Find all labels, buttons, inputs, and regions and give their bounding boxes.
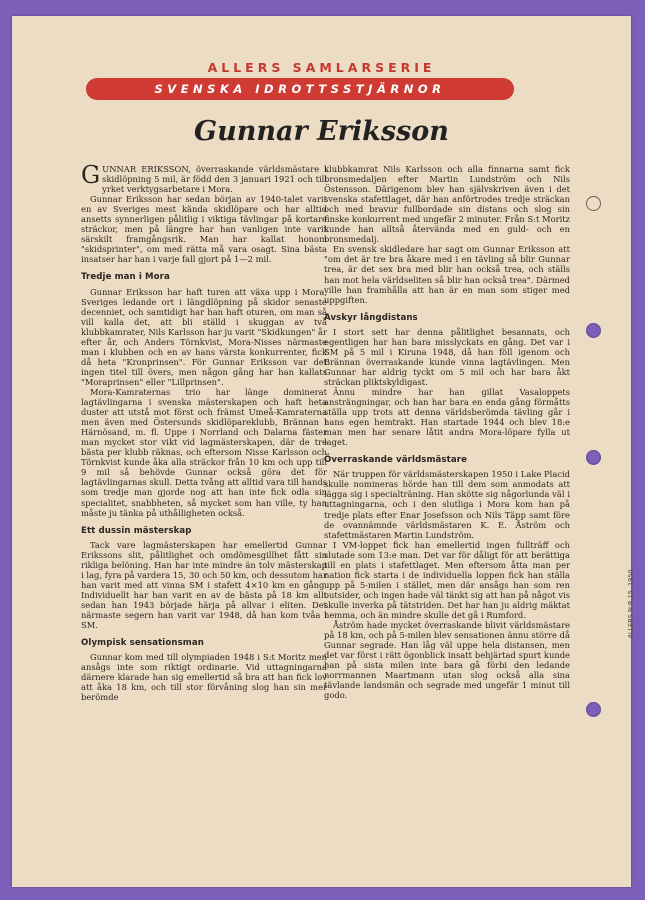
paragraph: I VM-loppet fick han emellertid ingen fullträff och slutade som 13:e man. Det var för dåligt för att berättiga till en plats i stafettlaget. Men eftersom åtta man per nation fick starta i de individuella loppen fick han ställa upp på 5-milen i stället, men där ansågs han som ren outsider, och ingen hade väl tänkt sig att han på något vis skulle inverka på tätstriden. Det har han ju aldrig mäktat hemma, och än mindre skulle det gå i Rumford. — [324, 539, 570, 620]
paragraph: Gunnar Eriksson har haft turen att växa upp i Mora, Sveriges ledande ort i längdlöpning på skidor senaste decenniet, och samtidigt har han haft oturen, om man så vill kalla det, att bli ställd i skuggan av två klubbkamrater, Nils Karlsson har ju varit "Skidkungen" år efter år, och Anders Törnkvist, Mora-Nisses närmaste man i klubben och en av hans värsta konkurrenter, fick då heta "Kronprinsen". För Gunnar Eriksson var det ingen titel till övers, men någon gång har han kallats "Moraprinsen" eller "Lillprinsen". — [81, 286, 327, 387]
paragraph: I stort sett har denna pålitlighet besannats, och egentligen har han bara misslyckats en gång. Det var i SM på 5 mil i Kiruna 1948, då han föll igenom och Brännan överraskande kunde vinna lagtävlingen. Men Gunnar har aldrig tyckt om 5 mil och har bara åkt sträckan pliktskyldigast. — [324, 326, 570, 387]
intro-text: UNNAR ERIKSSON, överraskande världsmästare i skidlöpning 5 mil, är född den 3 januari 1921 och till yrket verktygsarbetare i Mora. — [102, 164, 327, 195]
paragraph: Åström hade mycket överraskande blivit världsmästare på 18 km, och på 5-milen blev sensationen ännu större då Gunnar segrade. Han låg väl uppe hela distansen, men det var först i rätt ögonblick insatt behjärtad spurt kunde han på sista milen inte bara gå förbi den ledande norrmannen Maartmann utan slog också alla sina tävlande landsmän och segrade med ungefär 1 minut till godo. — [324, 620, 570, 701]
binder-hole — [586, 450, 601, 465]
paragraph: Gunnar Eriksson har sedan början av 1940-talet varit en av Sveriges mest kända skidlöpare och har alltid ansetts synnerligen pålitlig i viktiga tävlingar på kortare sträckor, men på längre har han vanligen inte varit särskilt framgångsrik. Man har kallat honom "skidsprinter", om med rätta må vara osagt. Sina bästa insatser har han i varje fall gjort på 1—2 mil. — [81, 194, 327, 265]
paragraph: När truppen för världsmästerskapen 1950 i Lake Placid skulle nomineras hörde han till dem som anmodats att lägga sig i specialträning. Han skötte sig någorlunda väl i uttagningarna, och i den slutliga i Mora kom han på tredje plats efter Enar Josefsson och Nils Täpp samt före de ovannämnde världsmästaren K. E. Åström och stafettmästaren Martin Lundström. — [324, 469, 570, 540]
section-heading: Överraskande världsmästare — [324, 455, 468, 466]
series-name: ALLERS SAMLARSERIE — [207, 60, 436, 75]
paragraph: En svensk skidledare har sagt om Gunnar Eriksson att "om det är tre bra åkare med i en tävling så blir Gunnar trea, är det sex bra med blir han också trea, och ställs han mot hela världseliten så blir han också trea". Därmed ville han framhålla att han är en man som stiger med uppgiften. — [324, 244, 570, 305]
page-sheet — [12, 16, 635, 887]
paragraph: Ännu mindre har han gillat Vasaloppets ansträngningar, och han har bara en enda gång förmåtts ställa upp trots att denna världsberömda tävling går i hans egen hemtrakt. Han startade 1944 och blev 18:e man men har senare låtit andra Mora-löpare fylla ut laget. — [324, 386, 570, 448]
section-heading: Ett dussin mästerskap — [81, 525, 192, 536]
intro-paragraph — [81, 161, 327, 195]
article-column-left — [81, 161, 327, 703]
paragraph: Gunnar kom med till olympiaden 1948 i S:t Moritz men ansågs inte som riktigt ordinarie. Vid uttagningarna därnere klarade han sig emellertid så bra att han fick lov att åka 18 km, och till stor förvåning slog han sin mer berömde — [81, 652, 327, 703]
issue-code: ALLERS N:R 15, 1950 — [626, 569, 635, 639]
section-heading: Olympisk sensationsman — [81, 638, 204, 649]
drop-cap: G — [81, 161, 101, 189]
series-banner: SVENSKA IDROTTSSTJÄRNOR — [86, 78, 514, 100]
binder-hole-ring — [586, 196, 601, 211]
paragraph: Mora-Kamraternas trio har länge dominerat lagtävlingarna i svenska mästerskapen och haft heta duster att utstå mot först och främst Umeå-Kamraterna men även med Östersunds skidlöpareklubb, Brännan i Härnösand, m. fl. Uppe i Norrland och Dalarna fäster man mycket stor vikt vid lagmästerskapen, där de tre bästa per klubb räknas, och eftersom Nisse Karlsson och Törnkvist kunde åka alla sträckor från 10 km och upp till 9 mil så behövde Gunnar också göra det för lagtävlingarnas skull. Detta tvång att alltid vara till hands som tredje man gjorde nog att han inte fick odla sin specialitet, snabbheten, så mycket som han ville, ty han måste ju tänka på uthålligheten också. — [81, 386, 327, 518]
paragraph: Tack vare lagmästerskapen har emellertid Gunnar Erikssons slit, pålitlighet och omdömesgillhet fått sin rikliga belöning. Han har inte mindre än tolv mästerskap i lag, fyra på vardera 15, 30 och 50 km, och dessutom har han varit med att vinna SM i stafett 4×10 km en gång. Individuellt har han varit en av de bästa på 18 km allt sedan han 1943 började härja på allvar i eliten. Det närmaste segern han varit var 1948, då han kom tvåa i SM. — [81, 539, 327, 631]
section-heading: Tredje man i Mora — [81, 272, 170, 283]
binder-hole — [586, 323, 601, 338]
paragraph: klubbkamrat Nils Karlsson och alla finnarna samt fick bronsmedaljen efter Martin Lundström och Nils Östensson. Därigenom blev han självskriven även i det svenska stafettlaget, där han anförtrodes tredje sträckan och med bravur fullbordade sin distans och slog sin finske konkurrent med ungefär 2 minuter. Från S:t Moritz kunde han alltså återvända med en guld- och en bronsmedalj. — [324, 164, 570, 245]
page-title: Gunnar Eriksson — [194, 116, 449, 147]
article-column-right — [324, 164, 570, 700]
section-heading: Avskyr långdistans — [324, 312, 418, 323]
binder-hole — [586, 702, 601, 717]
